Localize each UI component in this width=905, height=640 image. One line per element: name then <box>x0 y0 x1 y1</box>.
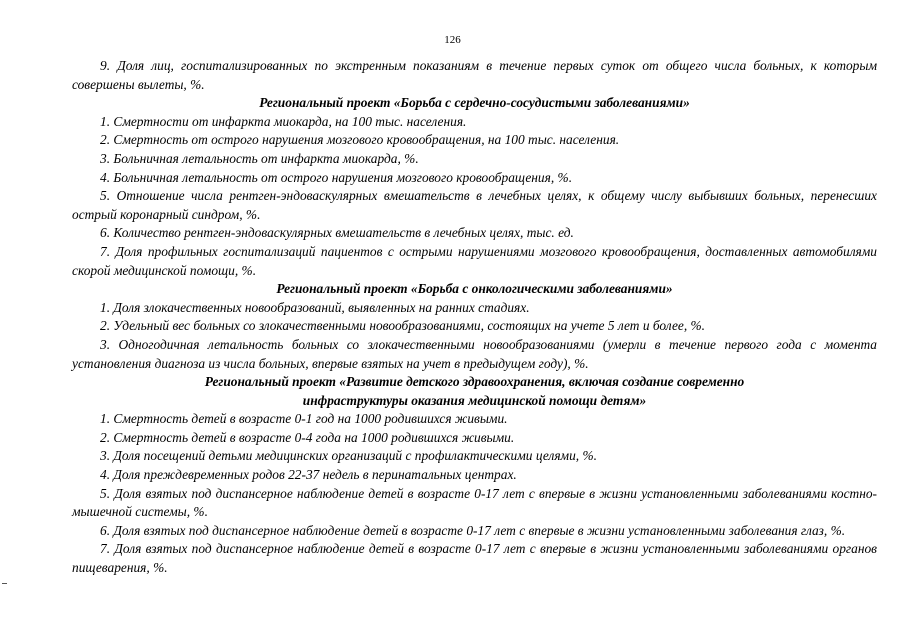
section-heading-cardiovascular: Региональный проект «Борьба с сердечно-сосудистыми заболеваниями» <box>259 95 690 111</box>
list-item: 5. Доля взятых под диспансерное наблюдение детей в возрасте 0-17 лет с впервые в жизни установленными заболеваниями костно-мышечной системы, %. <box>72 485 877 520</box>
list-item: 2. Смертность детей в возрасте 0-4 года на 1000 родившихся живыми. <box>100 429 515 445</box>
scan-edge-mark <box>2 583 7 584</box>
list-item: 4. Больничная летальность от острого нарушения мозгового кровообращения, %. <box>100 169 573 185</box>
list-item: 7. Доля взятых под диспансерное наблюдение детей в возрасте 0-17 лет с впервые в жизни установленными заболеваниями органов пищеварения, %. <box>72 541 877 576</box>
list-item: 3. Доля посещений детьми медицинских организаций с профилактическими целями, %. <box>100 448 597 464</box>
list-item: 2. Смертность от острого нарушения мозгового кровообращения, на 100 тыс. населения. <box>100 132 620 148</box>
list-item: 3. Больничная летальность от инфаркта миокарда, %. <box>100 150 419 166</box>
list-item: 1. Смертности от инфаркта миокарда, на 100 тыс. населения. <box>100 113 467 129</box>
page-number: 126 <box>444 34 461 46</box>
list-item: 1. Смертность детей в возрасте 0-1 год на 1000 родившихся живыми. <box>100 411 508 427</box>
list-item: 2. Удельный вес больных со злокачественными новообразованиями, состоящих на учете 5 лет и более, %. <box>100 318 706 334</box>
heading-line: Региональный проект «Развитие детского здравоохранения, включая создание современно <box>204 374 745 390</box>
list-item: 3. Одногодичная летальность больных со злокачественными новообразованиями (умерли в течение первого года с момента установления диагноза из числа больных, впервые взятых на учет в предыдущем году), %. <box>72 336 877 371</box>
list-item: 7. Доля профильных госпитализаций пациентов с острыми нарушениями мозгового кровообращения, доставленных автомобилями скорой медицинской помощи, %. <box>72 243 877 278</box>
section-heading-oncology: Региональный проект «Борьба с онкологическими заболеваниями» <box>276 281 673 297</box>
section-heading-child-health <box>72 373 877 410</box>
paragraph-item-9-hospitalized: 9. Доля лиц, госпитализированных по экстренным показаниям в течение первых суток от общего числа больных, к которым совершены вылеты, %. <box>72 58 877 92</box>
list-item: 5. Отношение числа рентген-эндоваскулярных вмешательств в лечебных целях, к общему числу выбывших больных, перенесших острый коронарный синдром, %. <box>72 188 877 222</box>
list-item: 4. Доля преждевременных родов 22-37 недель в перинатальных центрах. <box>100 467 517 483</box>
heading-line: инфраструктуры оказания медицинской помощи детям» <box>302 392 647 408</box>
list-item: 6. Количество рентген-эндоваскулярных вмешательств в лечебных целях, тыс. ед. <box>100 225 574 241</box>
list-item: 1. Доля злокачественных новообразований, выявленных на ранних стадиях. <box>100 299 530 315</box>
document-body <box>72 57 877 578</box>
list-item: 6. Доля взятых под диспансерное наблюдение детей в возрасте 0-17 лет с впервые в жизни установленными заболевания глаз, %. <box>100 522 846 538</box>
